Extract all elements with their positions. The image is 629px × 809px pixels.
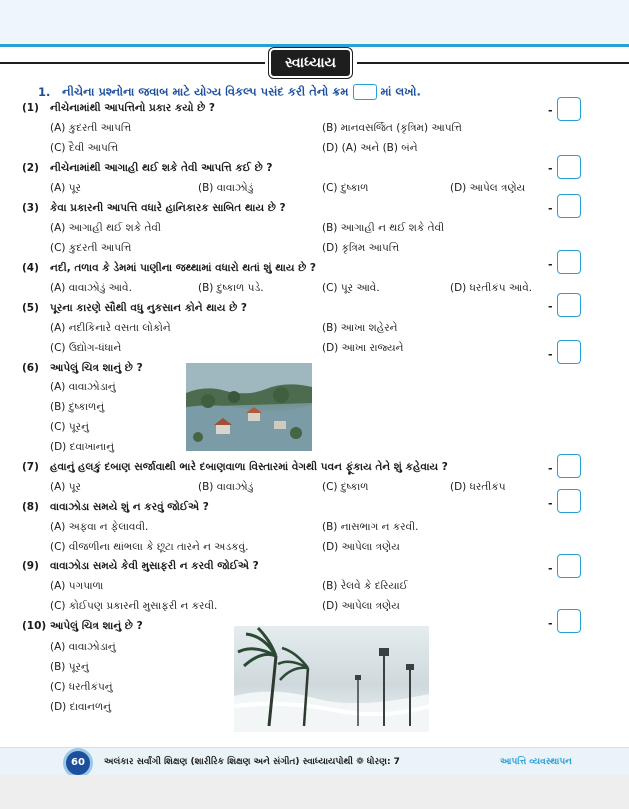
- option[interactable]: (C) દુષ્કાળ: [322, 481, 369, 493]
- option[interactable]: (B) દુષ્કાળનું: [50, 401, 105, 413]
- question-9: (9) વાવાઝોડા સમયે કેવી મુસાફરી ન કરવી જોઈએ ?: [22, 560, 259, 572]
- question-10: (10) આપેલું ચિત્ર શાનું છે ?: [22, 620, 143, 632]
- option[interactable]: (C) કોઈપણ પ્રકારની મુસાફરી ન કરવી.: [50, 600, 218, 612]
- dash: -: [548, 617, 553, 630]
- question-2: (2) નીચેનામાંથી આગાહી થઈ શકે તેવી આપત્તિ કઈ છે ?: [22, 162, 273, 174]
- option[interactable]: (B) આખા શહેરને: [322, 322, 398, 334]
- option[interactable]: (B) માનવસર્જિત (કૃત્રિમ) આપત્તિ: [322, 122, 462, 134]
- dash: -: [548, 497, 553, 510]
- inline-answer-box-icon: [353, 84, 377, 100]
- option[interactable]: (B) નાસભાગ ન કરવી.: [322, 521, 419, 533]
- dash: -: [548, 300, 553, 313]
- dash: -: [548, 162, 553, 175]
- option[interactable]: (D) ધરતીકંપ આવે.: [450, 282, 533, 294]
- dash: -: [548, 202, 553, 215]
- option[interactable]: (C) દૈવી આપત્તિ: [50, 142, 119, 154]
- option[interactable]: (C) ધરતીકંપનું: [50, 681, 113, 693]
- section-title: સ્વાધ્યાય: [271, 50, 350, 76]
- option[interactable]: (D) દાવાનળનું: [50, 701, 112, 713]
- question-8: (8) વાવાઝોડા સમયે શું ન કરવું જોઈએ ?: [22, 501, 209, 513]
- option[interactable]: (C) વીજળીના થાંભલા કે છૂટા તારને ન અડકવું.: [50, 541, 249, 553]
- chapter-title: આપત્તિ વ્યવસ્થાપન: [500, 757, 572, 767]
- answer-box-10[interactable]: [557, 609, 581, 633]
- option[interactable]: (B) દુષ્કાળ પડે.: [198, 282, 264, 294]
- title-rule-right: [357, 62, 629, 64]
- option[interactable]: (A) નદીકિનારે વસતા લોકોને: [50, 322, 171, 334]
- answer-box-5[interactable]: [557, 293, 581, 317]
- instruction-text-end: માં લખો.: [380, 84, 421, 99]
- instruction-number: 1.: [38, 84, 51, 99]
- book-title: અલંકાર સર્વાંગી શિક્ષણ (શારીરિક શિક્ષણ અને સંગીત) સ્વાધ્યાયપોથી ❁ ધોરણ: 7: [104, 757, 400, 767]
- option[interactable]: (D) ધરતીકંપ: [450, 481, 506, 493]
- option[interactable]: (D) આપેલા ત્રણેય: [322, 541, 400, 553]
- option[interactable]: (A) વાવાઝોડું આવે.: [50, 282, 132, 294]
- option[interactable]: (C) ઉદ્યોગ-ધંધાને: [50, 342, 122, 354]
- option[interactable]: (B) પૂરનું: [50, 661, 89, 673]
- option[interactable]: (D) આપેલ ત્રણેય: [450, 182, 526, 194]
- answer-box-9[interactable]: [557, 554, 581, 578]
- dash: -: [548, 258, 553, 271]
- dash: -: [548, 348, 553, 361]
- question-3: (3) કેવા પ્રકારની આપત્તિ વધારે હાનિકારક સાબિત થાય છે ?: [22, 202, 286, 214]
- instruction: [38, 84, 421, 100]
- option[interactable]: (A) પૂર: [50, 182, 81, 194]
- option[interactable]: (A) વાવાઝોડાનું: [50, 381, 116, 393]
- answer-box-2[interactable]: [557, 155, 581, 179]
- option[interactable]: (A) વાવાઝોડાનું: [50, 641, 116, 653]
- dash: -: [548, 462, 553, 475]
- option[interactable]: (B) આગાહી ન થઈ શકે તેવી: [322, 222, 445, 234]
- option[interactable]: (C) કુદરતી આપત્તિ: [50, 242, 132, 254]
- option[interactable]: (D) દવાખાનાનું: [50, 441, 115, 453]
- option[interactable]: (C) પૂરનું: [50, 421, 89, 433]
- bottom-strip: [0, 775, 629, 809]
- option[interactable]: (D) (A) અને (B) બંને: [322, 142, 418, 154]
- option[interactable]: (C) પૂર આવે.: [322, 282, 380, 294]
- flood-image: [186, 363, 312, 451]
- option[interactable]: (B) વાવાઝોડું: [198, 182, 254, 194]
- instruction-text: નીચેના પ્રશ્નોના જવાબ માટે યોગ્ય વિકલ્પ પસંદ કરી તેનો ક્રમ: [62, 84, 349, 99]
- question-7: (7) હવાનું હલકું દબાણ સર્જાવાથી ભારે દબાણવાળા વિસ્તારમાં વેગથી પવન ફૂંકાય તેને શું કહેવાય ?: [22, 461, 448, 473]
- question-5: (5) પૂરના કારણે સૌથી વધુ નુકસાન કોને થાય છે ?: [22, 302, 247, 314]
- option[interactable]: (A) કુદરતી આપત્તિ: [50, 122, 132, 134]
- answer-box-4[interactable]: [557, 250, 581, 274]
- dash: -: [548, 104, 553, 117]
- answer-box-1[interactable]: [557, 97, 581, 121]
- option[interactable]: (B) રેલવે કે દરિયાઈ: [322, 580, 408, 592]
- question-6: (6) આપેલું ચિત્ર શાનું છે ?: [22, 362, 143, 374]
- answer-box-6[interactable]: [557, 340, 581, 364]
- top-band: [0, 0, 629, 47]
- option[interactable]: (A) પગપાળા: [50, 580, 104, 592]
- dash: -: [548, 562, 553, 575]
- option[interactable]: (D) કૃત્રિમ આપત્તિ: [322, 242, 400, 254]
- option[interactable]: (A) પૂર: [50, 481, 81, 493]
- option[interactable]: (D) આપેલા ત્રણેય: [322, 600, 400, 612]
- cyclone-image: [234, 626, 429, 732]
- answer-box-7[interactable]: [557, 454, 581, 478]
- question-1: (1) નીચેનામાંથી આપત્તિનો પ્રકાર કયો છે ?: [22, 102, 216, 114]
- option[interactable]: (C) દુષ્કાળ: [322, 182, 369, 194]
- answer-box-3[interactable]: [557, 194, 581, 218]
- option[interactable]: (A) આગાહી થઈ શકે તેવી: [50, 222, 161, 234]
- option[interactable]: (D) આખા રાજ્યને: [322, 342, 404, 354]
- option[interactable]: (A) અફવા ન ફેલાવવી.: [50, 521, 149, 533]
- question-4: (4) નદી, તળાવ કે ડેમમાં પાણીના જથ્થામાં વધારો થતાં શું થાય છે ?: [22, 262, 316, 274]
- title-rule-left: [0, 62, 265, 64]
- option[interactable]: (B) વાવાઝોડું: [198, 481, 254, 493]
- page-number: 60: [66, 751, 90, 775]
- answer-box-8[interactable]: [557, 489, 581, 513]
